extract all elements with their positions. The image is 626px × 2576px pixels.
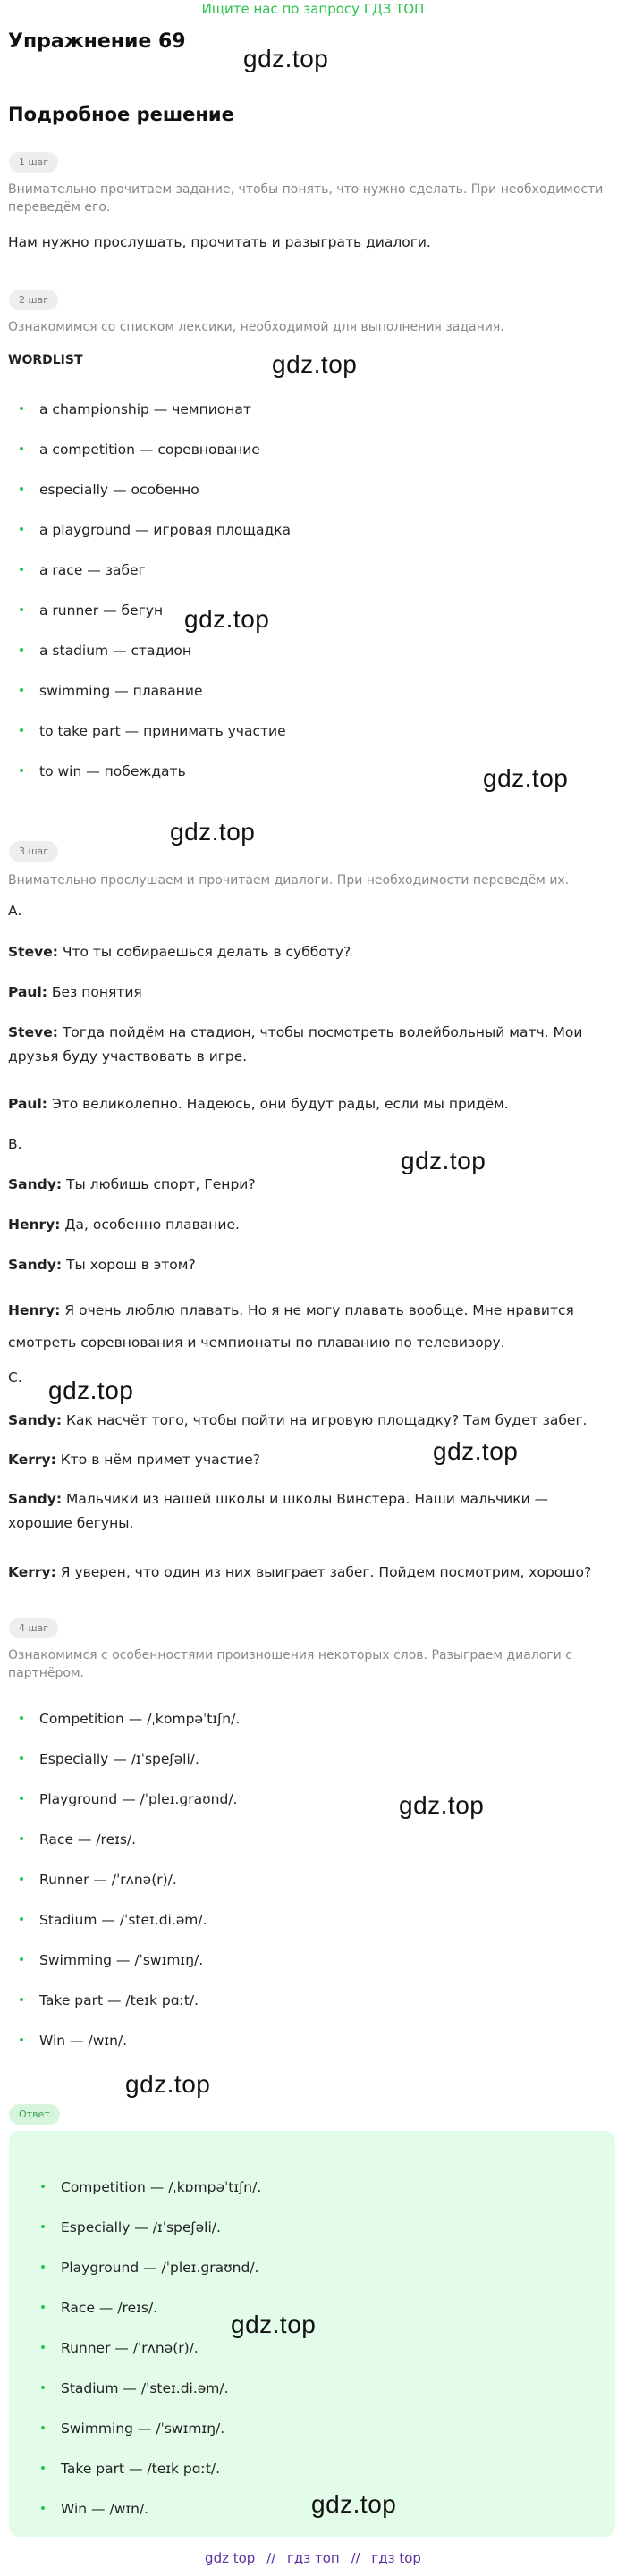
section-title: Подробное решение xyxy=(8,104,234,125)
wordlist-item: swimming — плавание xyxy=(20,682,203,700)
watermark: gdz.top xyxy=(243,45,329,72)
dialogue-line: Henry: Да, особенно плавание. xyxy=(8,1216,240,1233)
footer-link-gdz-top[interactable]: gdz top xyxy=(205,2550,256,2566)
bullet-icon xyxy=(20,688,23,692)
bullet-icon xyxy=(20,2038,23,2041)
watermark: gdz.top xyxy=(401,1147,486,1174)
wordlist-item: especially — особенно xyxy=(20,481,199,499)
bullet-icon xyxy=(41,2225,45,2228)
bullet-icon xyxy=(20,1957,23,1961)
bullet-icon xyxy=(20,728,23,732)
bullet-icon xyxy=(20,527,23,531)
footer-link-gdz-top-ru[interactable]: гдз топ xyxy=(286,2550,340,2566)
bullet-icon xyxy=(41,2386,45,2389)
answer-item: Playground — /ˈpleɪ.ɡraʊnd/. xyxy=(41,2259,258,2277)
bullet-icon xyxy=(41,2426,45,2429)
answer-item: Especially — /ɪˈspeʃəli/. xyxy=(41,2218,221,2236)
pronunciation-item: Win — /wɪn/. xyxy=(20,2032,127,2050)
wordlist-item: to take part — принимать участие xyxy=(20,722,286,740)
pronunciation-item: Competition — /ˌkɒmpəˈtɪʃn/. xyxy=(20,1710,240,1728)
answer-item: Take part — /teɪk pɑːt/. xyxy=(41,2460,220,2478)
dialogue-line: Paul: Без понятия xyxy=(8,984,142,1000)
wordlist-item: a championship — чемпионат xyxy=(20,400,251,418)
pronunciation-item: Stadium — /ˈsteɪ.di.əm/. xyxy=(20,1911,207,1929)
bullet-icon xyxy=(41,2265,45,2269)
dialogue-line: Paul: Это великолепно. Надеюсь, они будут рады, если мы придём. xyxy=(8,1096,509,1112)
pronunciation-item: Playground — /ˈpleɪ.ɡraʊnd/. xyxy=(20,1790,237,1808)
bullet-icon xyxy=(20,1756,23,1760)
pronunciation-item: Runner — /ˈrʌnə(r)/. xyxy=(20,1871,177,1889)
watermark: gdz.top xyxy=(311,2490,397,2518)
pronunciation-item: Race — /reɪs/. xyxy=(20,1831,136,1848)
watermark: gdz.top xyxy=(433,1437,519,1465)
step-1-badge: 1 шаг xyxy=(9,152,58,173)
footer-link-gdz-top-mixed[interactable]: гдз top xyxy=(371,2550,421,2566)
bullet-icon xyxy=(20,1716,23,1720)
watermark: gdz.top xyxy=(170,818,256,846)
top-search-link[interactable]: Ищите нас по запросу ГДЗ ТОП xyxy=(201,1,425,17)
step-1-note: Внимательно прочитаем задание, чтобы понять, что нужно сделать. При необходимости переведём его. xyxy=(8,182,604,215)
wordlist-heading: WORDLIST xyxy=(8,353,83,367)
wordlist-item: a runner — бегун xyxy=(20,602,163,619)
bullet-icon xyxy=(20,769,23,772)
answer-item: Stadium — /ˈsteɪ.di.əm/. xyxy=(41,2379,229,2397)
bullet-icon xyxy=(20,1797,23,1800)
watermark: gdz.top xyxy=(184,605,270,633)
answer-item: Runner — /ˈrʌnə(r)/. xyxy=(41,2339,199,2357)
dialogue-line: Sandy: Ты любишь спорт, Генри? xyxy=(8,1176,256,1192)
pronunciation-item: Swimming — /ˈswɪmɪŋ/. xyxy=(20,1951,203,1969)
watermark: gdz.top xyxy=(272,350,358,378)
footer-separator: // xyxy=(351,2550,360,2566)
dialogue-line: Sandy: Мальчики из нашей школы и школы Винстера. Наши мальчики — хорошие бегуны. xyxy=(8,1491,549,1531)
pronunciation-item: Take part — /teɪk pɑːt/. xyxy=(20,1991,199,2009)
step-4-badge: 4 шаг xyxy=(9,1618,58,1638)
watermark: gdz.top xyxy=(48,1376,134,1404)
bullet-icon xyxy=(20,1998,23,2001)
dialogue-c-label: C. xyxy=(8,1369,22,1385)
footer xyxy=(0,2550,626,2566)
bullet-icon xyxy=(20,568,23,571)
bullet-icon xyxy=(41,2305,45,2309)
wordlist-item: a playground — игровая площадка xyxy=(20,521,291,539)
step-2-note: Ознакомимся со списком лексики, необходимой для выполнения задания. xyxy=(8,320,504,334)
step-3-badge: 3 шаг xyxy=(9,841,58,862)
bullet-icon xyxy=(20,487,23,491)
bullet-icon xyxy=(41,2466,45,2470)
dialogue-b-label: B. xyxy=(8,1136,22,1152)
answer-item: Competition — /ˌkɒmpəˈtɪʃn/. xyxy=(41,2178,261,2196)
wordlist-item: a race — забег xyxy=(20,561,146,579)
answer-item: Race — /reɪs/. xyxy=(41,2299,157,2317)
bullet-icon xyxy=(20,608,23,611)
bullet-icon xyxy=(41,2185,45,2188)
bullet-icon xyxy=(20,1877,23,1881)
page-title: Упражнение 69 xyxy=(8,30,186,53)
bullet-icon xyxy=(20,648,23,652)
footer-separator: // xyxy=(266,2550,276,2566)
dialogue-line: Henry: Я очень люблю плавать. Но я не могу плавать вообще. Мне нравится смотреть соревнования и чемпионаты по плаванию по телевизору. xyxy=(8,1302,574,1351)
step-4-note: Ознакомимся с особенностями произношения некоторых слов. Разыграем диалоги с партнёром. xyxy=(8,1648,572,1680)
dialogue-line: Sandy: Ты хорош в этом? xyxy=(8,1257,196,1273)
answer-item: Win — /wɪn/. xyxy=(41,2500,148,2518)
pronunciation-item: Especially — /ɪˈspeʃəli/. xyxy=(20,1750,199,1768)
bullet-icon xyxy=(41,2345,45,2349)
dialogue-a-label: A. xyxy=(8,903,22,919)
answer-item: Swimming — /ˈswɪmɪŋ/. xyxy=(41,2420,224,2437)
watermark: gdz.top xyxy=(399,1791,485,1819)
bullet-icon xyxy=(20,407,23,410)
dialogue-line: Steve: Тогда пойдём на стадион, чтобы посмотреть волейбольный матч. Мои друзья буду участвовать в игре. xyxy=(8,1024,583,1065)
watermark: gdz.top xyxy=(125,2070,211,2098)
wordlist-item: a stadium — стадион xyxy=(20,642,191,660)
answer-badge: Ответ xyxy=(9,2104,60,2125)
dialogue-line: Kerry: Кто в нём примет участие? xyxy=(8,1452,261,1468)
step-1-text: Нам нужно прослушать, прочитать и разыграть диалоги. xyxy=(8,234,431,250)
watermark: gdz.top xyxy=(483,764,569,792)
bullet-icon xyxy=(20,1917,23,1921)
step-2-badge: 2 шаг xyxy=(9,290,58,310)
wordlist-item: to win — побеждать xyxy=(20,762,186,780)
dialogue-line: Sandy: Как насчёт того, чтобы пойти на игровую площадку? Там будет забег. xyxy=(8,1412,588,1428)
wordlist-item: a competition — соревнование xyxy=(20,441,260,459)
bullet-icon xyxy=(41,2506,45,2510)
dialogue-line: Steve: Что ты собираешься делать в субботу? xyxy=(8,944,351,960)
bullet-icon xyxy=(20,1837,23,1840)
step-3-note: Внимательно прослушаем и прочитаем диалоги. При необходимости переведём их. xyxy=(8,873,570,888)
bullet-icon xyxy=(20,447,23,450)
dialogue-line: Kerry: Я уверен, что один из них выиграет забег. Пойдем посмотрим, хорошо? xyxy=(8,1564,592,1580)
watermark: gdz.top xyxy=(231,2311,317,2338)
